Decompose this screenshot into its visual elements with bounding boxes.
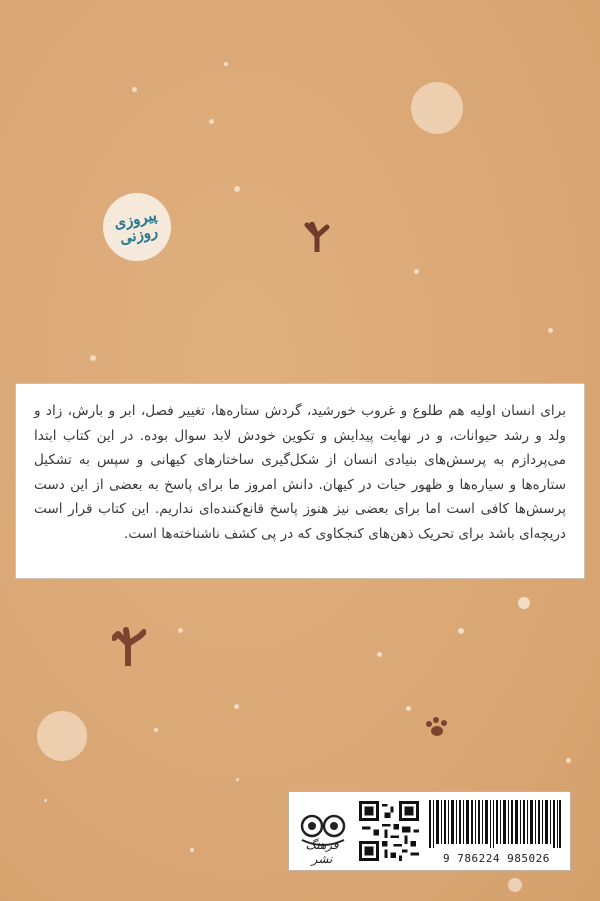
small-dot-decoration xyxy=(508,878,522,892)
small-dot-decoration xyxy=(90,355,96,361)
isbn-number: 9 786224 985026 xyxy=(443,852,550,865)
large-circle-decoration xyxy=(411,82,463,134)
small-dot-decoration xyxy=(406,706,411,711)
small-dot-decoration xyxy=(190,848,194,852)
barcode-box xyxy=(288,791,571,871)
publisher-name: فرهنگ نشر xyxy=(305,838,339,866)
small-dot-decoration xyxy=(414,269,419,274)
hieroglyph-decoration-icon xyxy=(112,626,146,666)
small-dot-decoration xyxy=(209,119,214,124)
small-dot-decoration xyxy=(44,799,47,802)
small-dot-decoration xyxy=(154,728,158,732)
small-dot-decoration xyxy=(518,597,530,609)
small-dot-decoration xyxy=(236,778,239,781)
small-dot-decoration xyxy=(132,87,137,92)
hieroglyph-decoration-icon xyxy=(303,222,331,252)
small-dot-decoration xyxy=(224,62,228,66)
small-dot-decoration xyxy=(548,328,553,333)
large-circle-decoration xyxy=(37,711,87,761)
paw-print-decoration-icon xyxy=(424,716,450,738)
small-dot-decoration xyxy=(566,758,571,763)
small-dot-decoration xyxy=(377,652,382,657)
small-dot-decoration xyxy=(234,704,239,709)
publisher-logo-text: پیروزی روزنی xyxy=(112,205,160,248)
publisher-circle-logo xyxy=(103,193,171,261)
description-box xyxy=(15,383,585,579)
description-paragraph: برای انسان اولیه هم طلوع و غروب خورشید، گردش ستاره‌ها، تغییر فصل، ابر و بارش، زاد و ولد و رشد حیوانات، و در نهایت پیدایش و تکوین خودش لابد سوال بوده. در این کتاب ابتدا می‌پردازم به پرسش‌های بنیادی انسان از شکل‌گیری ساختارهای کیهانی و سپس به تشکیل ستاره‌ها و سیاره‌ها و ظهور حیات در کیهان. دانش امروز ما برای پاسخ به بعضی از این دست پرسش‌ها کافی است اما برای بعضی نیز هنوز پاسخ قانع‌کننده‌ای نداریم. این کتاب قرار است دریچه‌ای باشد برای تحریک ذهن‌های کنجکاوی که در پی کشف ناشناخته‌ها است. xyxy=(34,403,566,542)
small-dot-decoration xyxy=(178,628,183,633)
barcode-icon xyxy=(429,800,561,848)
qr-code-icon xyxy=(359,801,419,861)
small-dot-decoration xyxy=(234,186,240,192)
small-dot-decoration xyxy=(458,628,464,634)
